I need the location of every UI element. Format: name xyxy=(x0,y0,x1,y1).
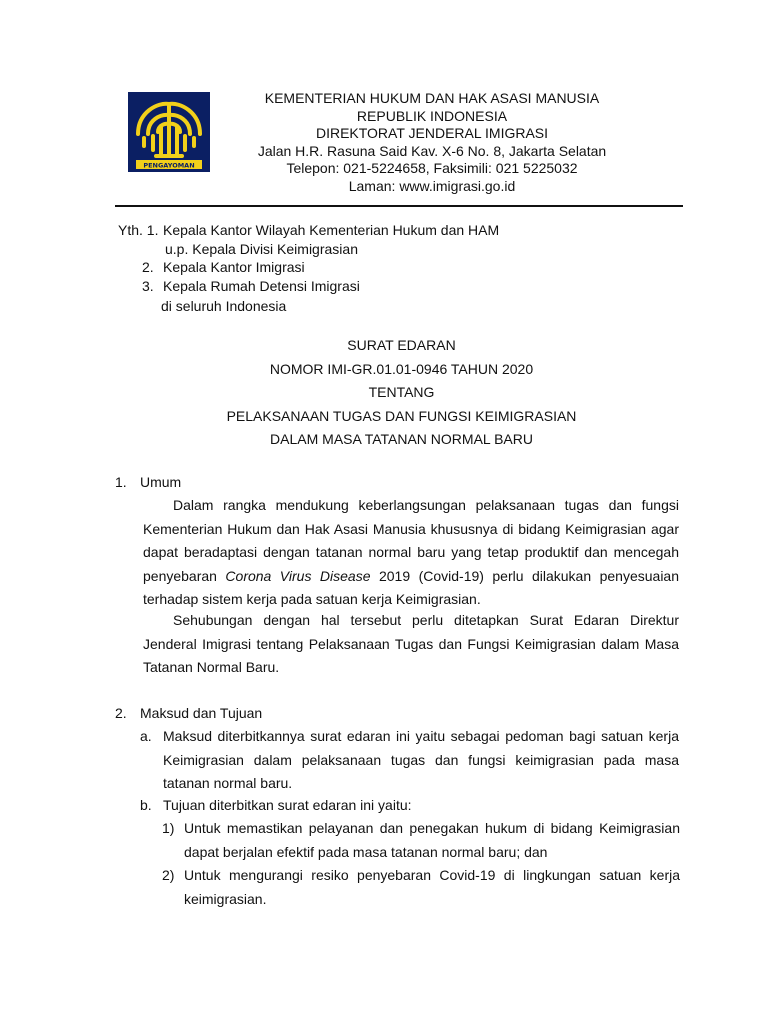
addressee-item-1: Kepala Kantor Wilayah Kementerian Hukum dan HAM xyxy=(163,222,500,238)
item-b1-marker: 1) xyxy=(162,820,175,836)
section-2-item-b1 xyxy=(162,817,680,864)
section-1-title: Umum xyxy=(140,474,182,490)
addressee-num-2: 2. xyxy=(142,259,154,275)
section-2-item-b xyxy=(140,794,680,818)
section-2-item-b2 xyxy=(162,864,680,911)
address-line: Jalan H.R. Rasuna Said Kav. X-6 No. 8, Jakarta Selatan xyxy=(257,142,607,159)
item-b-marker: b. xyxy=(140,797,152,813)
section-1-paragraph-1 xyxy=(143,494,679,612)
section-2-item-a xyxy=(140,725,680,795)
letterhead xyxy=(220,90,644,195)
title-about: TENTANG xyxy=(368,384,435,400)
item-b1-text: Untuk memastikan pelayanan dan penegakan hukum di bidang Keimigrasian dapat berjalan efektif pada masa tatanan normal baru; dan xyxy=(184,820,680,860)
para-1-text-a: Dalam rangka mendukung keberlangsungan pelaksanaan tugas dan fungsi Kementerian Hukum dan Hak Asasi Manusia khususnya di bidang Keimigrasian agar dapat beradaptasi dengan tatanan normal baru yang tetap produktif dan mencegah penyebaran xyxy=(143,497,679,584)
addressee-lead: Yth. 1. xyxy=(118,222,159,238)
section-1-number: 1. xyxy=(115,474,127,490)
addressee-closing: di seluruh Indonesia xyxy=(161,298,287,314)
phone-fax-line: Telepon: 021-5224658, Faksimili: 021 5225032 xyxy=(286,160,578,176)
addressee-num-3: 3. xyxy=(142,277,154,294)
document-title xyxy=(115,334,688,452)
title-subject-1: PELAKSANAAN TUGAS DAN FUNGSI KEIMIGRASIAN xyxy=(226,407,577,424)
item-a-marker: a. xyxy=(140,728,152,744)
section-2-number: 2. xyxy=(115,705,127,721)
website-line: Laman: www.imigrasi.go.id xyxy=(348,177,516,194)
item-b2-text: Untuk mengurangi resiko penyebaran Covid-19 di lingkungan satuan kerja keimigrasian. xyxy=(184,867,680,907)
section-1-paragraph-2: Sehubungan dengan hal tersebut perlu ditetapkan Surat Edaran Direktur Jenderal Imigrasi tentang Pelaksanaan Tugas dan Fungsi Keimigrasian dalam Masa Tatanan Normal Baru. xyxy=(143,612,679,675)
para-1-text-b: 2019 (Covid-19) perlu dilakukan penyesuaian terhadap sistem kerja pada satuan kerja Keimigrasian. xyxy=(143,567,679,607)
banyan-tree-icon xyxy=(128,92,210,172)
addressee-item-2: Kepala Kantor Imigrasi xyxy=(163,259,305,275)
para-1-italic: Corona Virus Disease xyxy=(225,567,371,584)
title-subject-2: DALAM MASA TATANAN NORMAL BARU xyxy=(270,431,533,447)
addressee-item-1-sub: u.p. Kepala Divisi Keimigrasian xyxy=(165,240,358,257)
title-type: SURAT EDARAN xyxy=(347,337,456,353)
logo-caption: PENGAYOMAN xyxy=(143,161,195,170)
item-b-text: Tujuan diterbitkan surat edaran ini yaitu: xyxy=(163,797,412,813)
header-divider xyxy=(115,205,683,207)
ministry-name: KEMENTERIAN HUKUM DAN HAK ASASI MANUSIA xyxy=(264,90,600,106)
title-number: NOMOR IMI-GR.01.01-0946 TAHUN 2020 xyxy=(269,360,534,377)
item-a-text: Maksud diterbitkannya surat edaran ini yaitu sebagai pedoman bagi satuan kerja Keimigrasian dalam pelaksanaan tugas dan fungsi keimigrasian pada masa tatanan normal baru. xyxy=(163,728,679,791)
directorate-name: DIREKTORAT JENDERAL IMIGRASI xyxy=(315,125,549,141)
item-b2-marker: 2) xyxy=(162,867,175,883)
country-name: REPUBLIK INDONESIA xyxy=(356,107,508,124)
section-2-title: Maksud dan Tujuan xyxy=(140,705,263,721)
pengayoman-logo xyxy=(128,92,210,172)
addressee-item-3: Kepala Rumah Detensi Imigrasi xyxy=(163,277,360,294)
